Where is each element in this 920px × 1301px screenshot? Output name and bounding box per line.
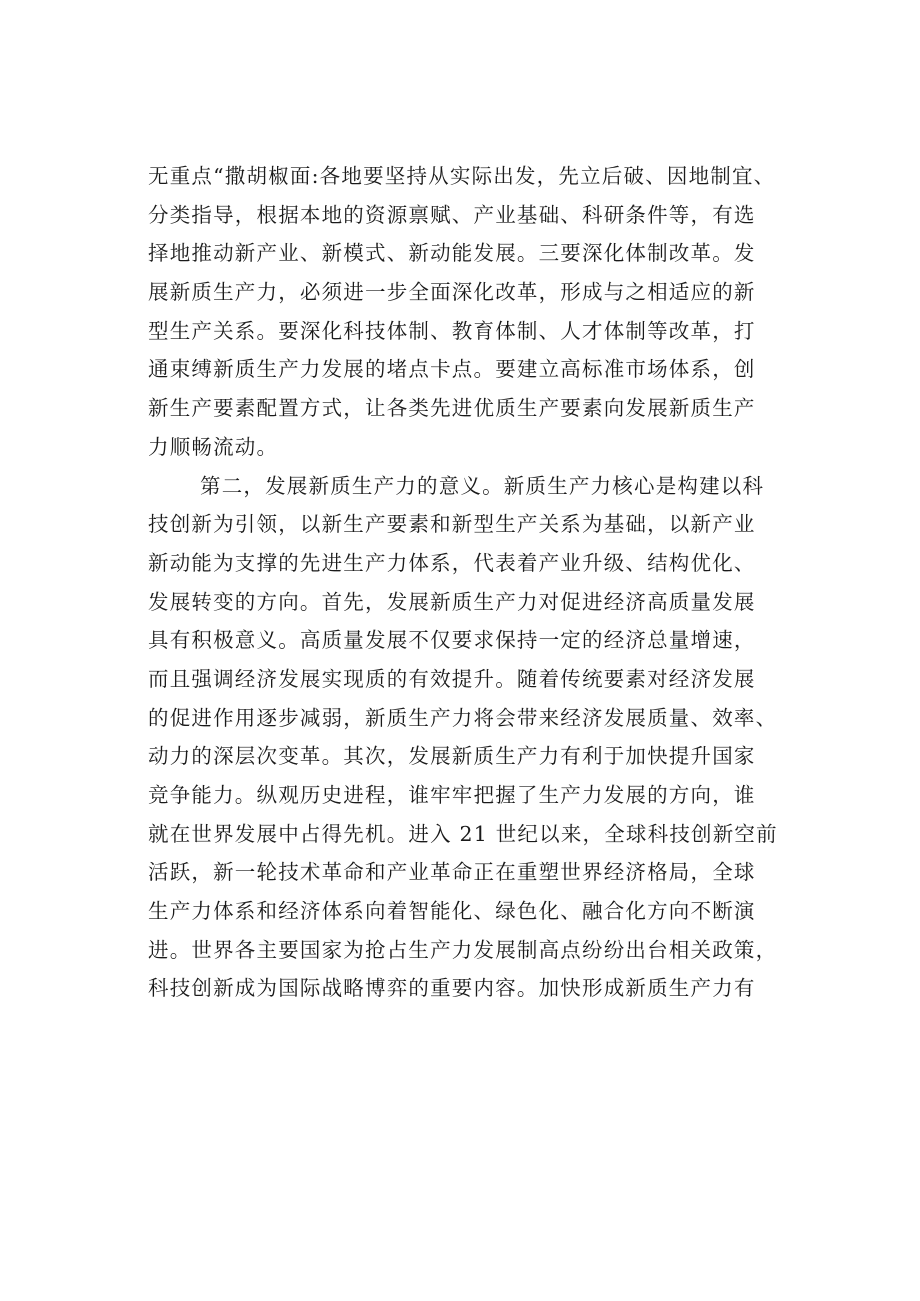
text-line: 生产力体系和经济体系向着智能化、绿色化、融合化方向不断演	[148, 899, 756, 924]
text-line: 新生产要素配置方式，让各类先进优质生产要素向发展新质生产	[148, 396, 756, 421]
text-line: 新动能为支撑的先进生产力体系，代表着产业升级、结构优化、	[148, 550, 756, 575]
text-line: 发展转变的方向。首先，发展新质生产力对促进经济高质量发展	[148, 589, 756, 614]
text-line: 通束缚新质生产力发展的堵点卡点。要建立高标准市场体系，创	[148, 357, 756, 382]
text-line: 择地推动新产业、新模式、新动能发展。三要深化体制改革。发	[148, 241, 756, 266]
text-line: 进。世界各主要国家为抢占生产力发展制高点纷纷出台相关政策，	[148, 937, 778, 962]
text-line: 活跃，新一轮技术革命和产业革命正在重塑世界经济格局，全球	[148, 860, 756, 885]
text-line: 动力的深层次变革。其次，发展新质生产力有利于加快提升国家	[148, 744, 756, 769]
text-line: 力顺畅流动。	[148, 434, 279, 459]
paragraph-first-line: 第二，发展新质生产力的意义。新质生产力核心是构建以科	[200, 473, 765, 498]
text-line: 型生产关系。要深化科技体制、教育体制、人才体制等改革，打	[148, 318, 756, 343]
text-line: 分类指导，根据本地的资源禀赋、产业基础、科研条件等，有选	[148, 202, 756, 227]
text-line: 技创新为引领，以新生产要素和新型生产关系为基础，以新产业	[148, 512, 756, 537]
text-line: 科技创新成为国际战略博弈的重要内容。加快形成新质生产力有	[148, 976, 756, 1001]
text-line: 展新质生产力，必须进一步全面深化改革，形成与之相适应的新	[148, 280, 756, 305]
text-line: 竞争能力。纵观历史进程，谁牢牢把握了生产力发展的方向，谁	[148, 783, 756, 807]
body-text	[148, 157, 828, 1008]
text-line: 就在世界发展中占得先机。进入 21 世纪以来，全球科技创新空前	[148, 821, 778, 846]
text-line: 而且强调经济发展实现质的有效提升。随着传统要素对经济发展	[148, 666, 756, 691]
text-line: 具有积极意义。高质量发展不仅要求保持一定的经济总量增速，	[148, 628, 756, 653]
text-line: 无重点“撒胡椒面:各地要坚持从实际出发，先立后破、因地制宜、	[148, 164, 776, 188]
text-line: 的促进作用逐步减弱，新质生产力将会带来经济发展质量、效率、	[148, 705, 778, 730]
